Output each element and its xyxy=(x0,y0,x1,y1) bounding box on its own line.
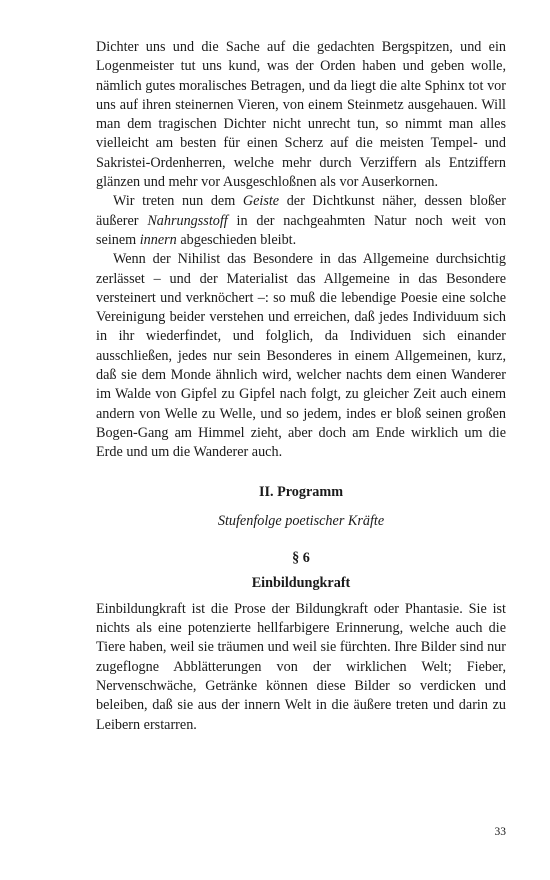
section-subtitle: Stufenfolge poetischer Kräfte xyxy=(217,512,385,529)
emphasized-text: innern xyxy=(139,231,177,248)
heading-gap xyxy=(96,502,506,512)
text-run: abgeschieden bleibt. xyxy=(176,231,297,248)
text-run: der Dichtkunst näher, dessen bloßer äußerer xyxy=(96,193,506,229)
body-text xyxy=(96,38,506,463)
paragraph-title: Einbildungkraft xyxy=(251,575,351,592)
heading-gap xyxy=(96,531,506,549)
body-paragraph xyxy=(96,38,506,192)
page-body xyxy=(96,38,506,735)
page-number: 33 xyxy=(494,826,506,838)
emphasized-text: Nahrungsstoff xyxy=(147,212,228,229)
emphasized-text: Geiste xyxy=(242,193,280,210)
paragraph-body: Einbildungkraft ist die Prose der Bildungkraft oder Phantasie. Sie ist nichts als eine potenzierte hellfarbigere Erinnerung, welche auch die Tiere haben, weil sie träumen und weil sie fürchten. Ihre Bilder sind nur zugeflogne Abblätterungen von der wirklichen Welt; Fieber, Nervenschwäche, Getränke können diese Bilder so verdicken und beleiben, daß sie aus der innern Welt in die äußere treten und darin zu Leibern erstarren. xyxy=(96,600,506,733)
text-run: Wir treten nun dem xyxy=(113,193,243,210)
section-gap xyxy=(96,463,506,483)
text-run: Wenn der Nihilist das Besondere in das Allgemeine durchsichtig zerlässet – und der Materialist das Allgemeine in das Besondere versteinert und verknöchert –: so muß die lebendige Poesie eine solche Vereinigung beider verstehen und erreichen, daß jedes Individuum sich in ihr wiederfindet, und folglich, da Individuen sich einander ausschließen, jedes nur sein Besonderes in einem Allgemeinen, kurz, daß sie dem Monde ähnlich wird, welcher nachts dem einen Wanderer im Walde von Gipfel zu Gipfel nach folgt, zu gleicher Zeit auch einem andern von Welle zu Welle, und so jedem, indes er bloß seinen großen Bogen-Gang am Himmel zieht, aber doch am Ende wirklich um die Erde und um die Wanderer auch. xyxy=(96,251,506,461)
section-title: II. Programm xyxy=(258,483,344,500)
text-run: in der nachgeahmten Natur noch weit von seinem xyxy=(96,212,506,248)
paragraph-number: § 6 xyxy=(292,550,310,567)
body-paragraph xyxy=(96,250,506,462)
body-paragraph xyxy=(96,192,506,250)
text-run: Dichter uns und die Sache auf die gedachten Bergspitzen, und ein Logenmeister tut uns kund, was der Orden haben und geben wolle, nämlich gutes moralisches Betragen, und da liegt die alte Sphinx tot vor uns auf ihren steinernen Vieren, von einem Steinmetz ausgehauen. Will man dem tragischen Dichter nicht unrecht tun, so nimmt man alles vielleicht am besten für einen Scherz auf die meisten Tempel- und Sakristei-Ordenherren, welche mehr durch Verziffern als Entziffern glänzen und mehr vor Ausgeschloßnen als vor Auserkornen. xyxy=(96,39,506,191)
